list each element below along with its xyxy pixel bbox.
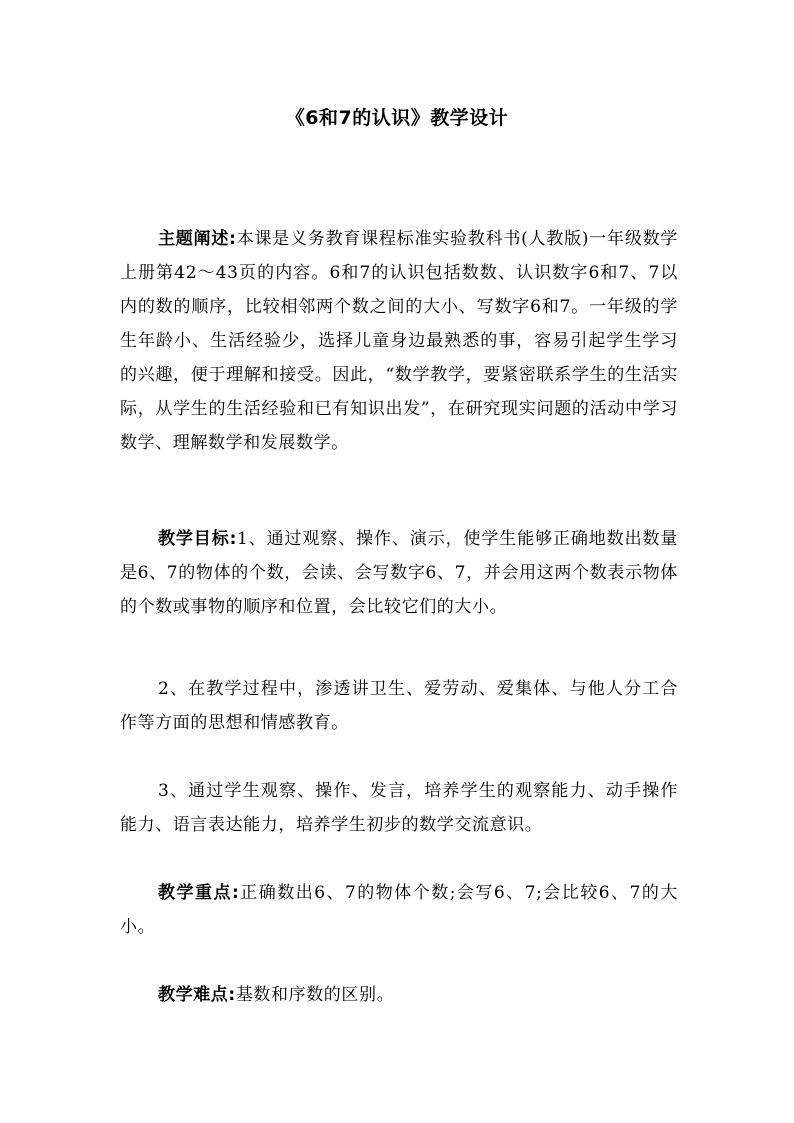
goal-item-3: 3、通过学生观察、操作、发言，培养学生的观察能力、动手操作能力、语言表达能力，培养学生初步的数学交流意识。 bbox=[120, 781, 678, 835]
goals-paragraph-3 bbox=[120, 774, 678, 842]
difficulty-text: 基数和序数的区别。 bbox=[235, 985, 395, 1005]
goal-item-2: 2、在教学过程中，渗透讲卫生、爱劳动、爱集体、与他人分工合作等方面的思想和情感教育。 bbox=[120, 679, 678, 733]
theme-paragraph bbox=[120, 222, 678, 460]
key-points-text: 正确数出6、7的物体个数;会写6、7;会比较6、7的大小。 bbox=[120, 883, 678, 937]
goals-paragraph-2 bbox=[120, 672, 678, 740]
document-title: 《6和7的认识》教学设计 bbox=[285, 107, 509, 129]
difficulty-paragraph bbox=[120, 978, 678, 1012]
key-points-label: 教学重点: bbox=[158, 883, 240, 903]
goal-item-1: 1、通过观察、操作、演示，使学生能够正确地数出数量是6、7的物体的个数，会读、会写数字6、7，并会用这两个数表示物体的个数或事物的顺序和位置，会比较它们的大小。 bbox=[120, 529, 678, 617]
theme-label: 主题阐述: bbox=[158, 229, 237, 249]
difficulty-label: 教学难点: bbox=[158, 985, 236, 1005]
theme-text: 本课是义务教育课程标准实验教科书(人教版)一年级数学上册第42～43页的内容。6和7的认识包括数数、认识数字6和7、7以内的数的顺序，比较相邻两个数之间的大小、写数字6和7。一年级的学生年龄小、生活经验少，选择儿童身边最熟悉的事，容易引起学生学习的兴趣，便于理解和接受。因此，“数学教学，要紧密联系学生的生活实际，从学生的生活经验和已有知识出发”，在研究现实问题的活动中学习数学、理解数学和发展数学。 bbox=[120, 229, 678, 453]
key-points-paragraph bbox=[120, 876, 678, 944]
goals-label: 教学目标: bbox=[158, 529, 237, 549]
goals-paragraph-1 bbox=[120, 522, 678, 624]
